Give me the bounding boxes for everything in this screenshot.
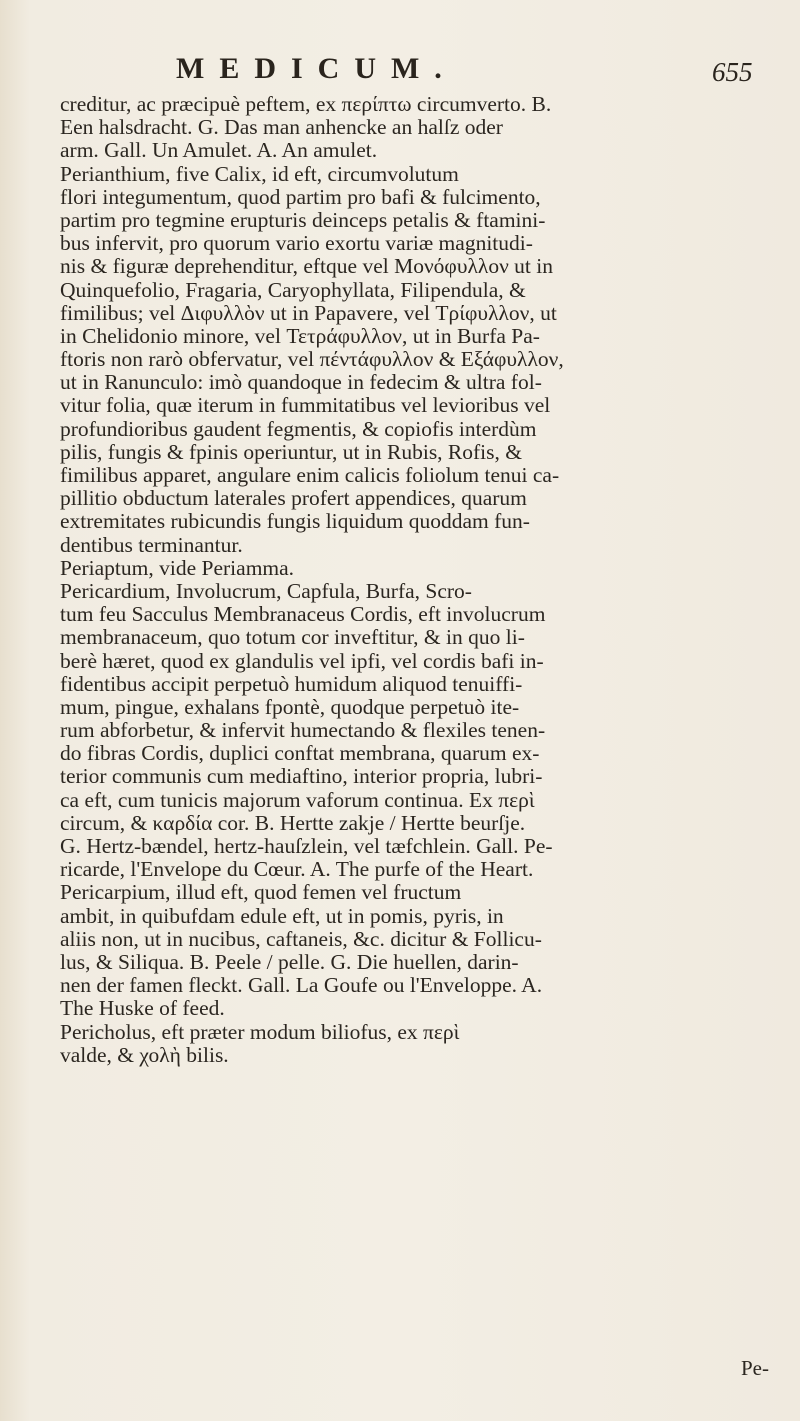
text-line: membranaceum, quo totum cor inveftitur, & in quo li- <box>60 625 525 650</box>
text-line: tum feu Sacculus Membranaceus Cordis, eft involucrum <box>60 602 546 627</box>
text-line: do fibras Cordis, duplici conftat membrana, quarum ex- <box>60 741 540 766</box>
text-line: vitur folia, quæ iterum in fummitatibus vel levioribus vel <box>60 393 551 418</box>
text-line: ftoris non rarò obfervatur, vel πέντάφυλλον & Εξάφυλλον, <box>60 347 564 372</box>
text-line: circum, & καρδία cor. B. Hertte zakje / Hertte beurſje. <box>60 810 526 835</box>
text-line: nis & figuræ deprehenditur, eftque vel Μονόφυλλον ut in <box>60 254 553 279</box>
catchword: Pe- <box>741 1356 769 1380</box>
dictionary-entry <box>60 163 795 557</box>
page-header <box>0 52 800 92</box>
text-line: ut in Ranunculo: imò quandoque in fedecim & ultra fol- <box>60 370 542 395</box>
text-line: rum abforbetur, & infervit humectando & flexiles tenen- <box>60 718 546 743</box>
text-line: ambit, in quibufdam edule eft, ut in pomis, pyris, in <box>60 903 504 928</box>
text-line: mum, pingue, exhalans fpontè, quodque perpetuò ite- <box>60 694 520 719</box>
dictionary-entry <box>60 1021 795 1067</box>
text-line: The Huske of feed. <box>60 996 225 1021</box>
text-line: Periaptum, vide Periamma. <box>60 555 295 580</box>
dictionary-entry <box>60 580 795 881</box>
text-line: valde, & χολὴ bilis. <box>60 1042 229 1067</box>
text-line: bus infervit, pro quorum vario exortu variæ magnitudi- <box>60 231 533 256</box>
text-line: fimilibus apparet, angulare enim calicis foliolum tenui ca- <box>60 463 560 487</box>
page-number: 655 <box>712 57 753 87</box>
text-line: dentibus terminantur. <box>60 532 243 557</box>
dictionary-entry <box>60 93 795 163</box>
text-line: Een halsdracht. G. Das man anhencke an halſz oder <box>60 115 503 140</box>
text-line: arm. Gall. Un Amulet. A. An amulet. <box>60 138 378 163</box>
text-line: Pericardium, Involucrum, Capfula, Burfa, Scro- <box>60 578 472 603</box>
text-line: aliis non, ut in nucibus, caftaneis, &c. dicitur & Follicu- <box>60 926 542 951</box>
text-line: pillitio obductum laterales profert appendices, quarum <box>60 486 527 511</box>
text-line: fidentibus accipit perpetuò humidum aliquod tenuiffi- <box>60 671 523 696</box>
text-line: terior communis cum mediaftino, interior propria, lubri- <box>60 764 543 789</box>
text-line: profundioribus gaudent fegmentis, & copiofis interdùm <box>60 416 537 441</box>
text-line: partim pro tegmine erupturis deinceps petalis & ftamini- <box>60 207 546 232</box>
text-line: fimilibus; vel Διφυλλὸν ut in Papavere, vel Τρίφυλλον, ut <box>60 300 557 325</box>
text-line: lus, & Siliqua. B. Peele / pelle. G. Die huellen, darin- <box>60 949 519 974</box>
text-line: in Chelidonio minore, vel Τετράφυλλον, ut in Burfa Pa- <box>60 323 540 348</box>
dictionary-text <box>60 93 795 1067</box>
dictionary-entry <box>60 557 795 580</box>
text-line: Pericarpium, illud eft, quod femen vel fructum <box>60 880 462 905</box>
text-line: ca eft, cum tunicis majorum vaforum continua. Ex περὶ <box>60 787 535 812</box>
running-head: MEDICUM. <box>176 52 457 85</box>
text-line: berè hæret, quod ex glandulis vel ipfi, vel cordis bafi in- <box>60 648 544 673</box>
text-line: pilis, fungis & fpinis operiuntur, ut in Rubis, Rofis, & <box>60 439 522 464</box>
text-line: creditur, ac præcipuè peftem, ex περίπτω circumverto. B. <box>60 92 552 116</box>
text-line: Quinquefolio, Fragaria, Caryophyllata, Filipendula, & <box>60 277 526 302</box>
dictionary-entry <box>60 881 795 1020</box>
text-line: flori integumentum, quod partim pro bafi & fulcimento, <box>60 184 541 209</box>
text-line: extremitates rubicundis fungis liquidum quoddam fun- <box>60 509 530 534</box>
text-line: Perianthium, five Calix, id eft, circumvolutum <box>60 161 459 186</box>
text-line: Pericholus, eft præter modum biliofus, ex περὶ <box>60 1019 460 1044</box>
text-line: G. Hertz-bændel, hertz-hauſzlein, vel tæfchlein. Gall. Pe- <box>60 834 553 858</box>
text-line: nen der famen fleckt. Gall. La Goufe ou l'Enveloppe. A. <box>60 973 543 998</box>
text-line: ricarde, l'Envelope du Cœur. A. The purfe of the Heart. <box>60 857 534 882</box>
